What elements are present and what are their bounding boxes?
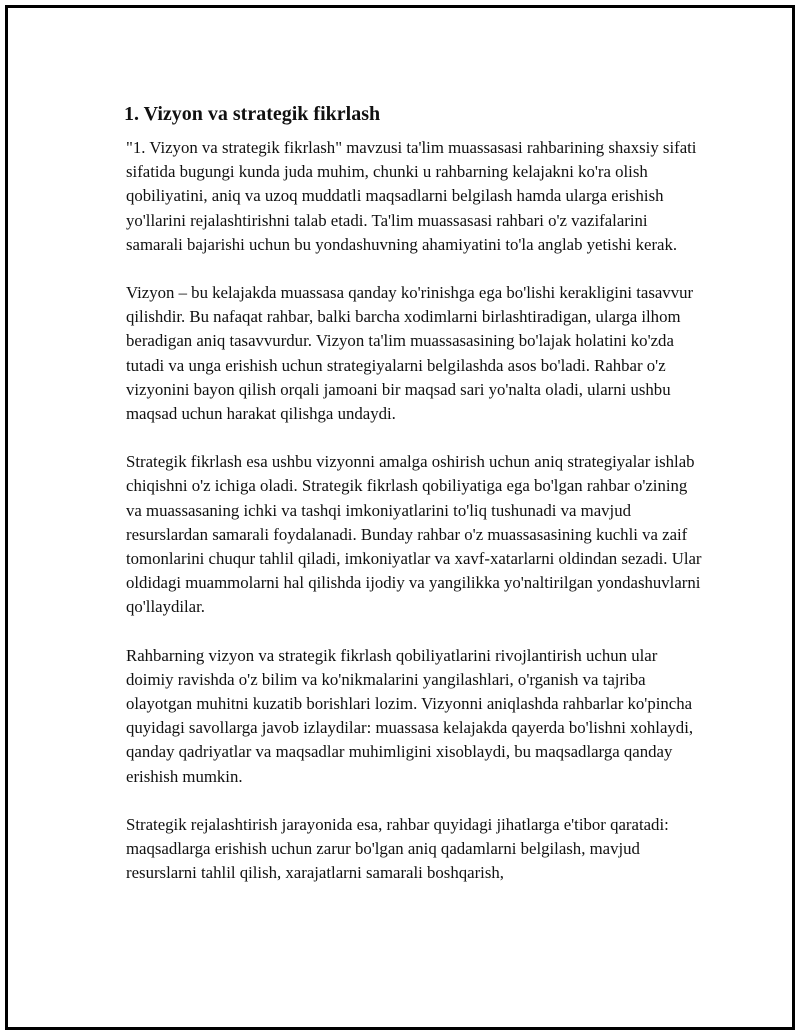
paragraph-2: Vizyon – bu kelajakda muassasa qanday ko'rinishga ega bo'lishi kerakligini tasavvur qilishdir. Bu nafaqat rahbar, balki barcha xodimlarni birlashtiradigan, ularga ilhom beradigan aniq tasavvurdur. Vizyon ta'lim muassasasining bo'lajak holatini ko'zda tutadi va unga erishish uchun strategiyalarni belgilashda asos bo'ladi. Rahbar o'z vizyonini bayon qilish orqali jamoani bir maqsad sari yo'nalta oladi, ularni ushbu maqsad uchun harakat qilishga undaydi. [126,283,694,424]
document-body [122,100,702,909]
paragraph-5: Strategik rejalashtirish jarayonida esa, rahbar quyidagi jihatlarga e'tibor qaratadi: maqsadlarga erishish uchun zarur bo'lgan aniq qadamlarni belgilash, mavjud resurslarni tahlil qilish, xarajatlarni samarali boshqarish, [126,814,669,883]
page-border [5,5,795,1030]
section-heading: 1. Vizyon va strategik fikrlash [124,103,381,125]
paragraph-1: "1. Vizyon va strategik fikrlash" mavzusi ta'lim muassasasi rahbarining shaxsiy sifati sifatida bugungi kunda juda muhim, chunki u rahbarning kelajakni ko'ra olish qobiliyatini, aniq va uzoq muddatli maqsadlarni belgilash hamda ularga erishish yo'llarini rejalashtirishni talab etadi. Ta'lim muassasasi rahbari o'z vazifalarini samarali bajarishi uchun bu yondashuvning ahamiyatini to'la anglab yetishi kerak. [126,138,697,254]
paragraph-4: Rahbarning vizyon va strategik fikrlash qobiliyatlarini rivojlantirish uchun ular doimiy ravishda o'z bilim va ko'nikmalarini yangilashlari, o'rganish va tajriba olayotgan muhitni kuzatib borishlari lozim. Vizyonni aniqlashda rahbarlar ko'pincha quyidagi savollarga javob izlaydilar: muassasa kelajakda qayerda bo'lishni xohlaydi, qanday qadriyatlar va maqsadlar muhimligini xisoblaydi, bu maqsadlarga qanday erishish mumkin. [126,645,694,786]
paragraph-3: Strategik fikrlash esa ushbu vizyonni amalga oshirish uchun aniq strategiyalar ishlab chiqishni o'z ichiga oladi. Strategik fikrlash qobiliyatiga ega bo'lgan rahbar o'zining va muassasaning ichki va tashqi imkoniyatlarini to'liq tushunadi va mavjud resurslardan samarali foydalanadi. Bunday rahbar o'z muassasasining kuchli va zaif tomonlarini chuqur tahlil qiladi, imkoniyatlar va xavf-xatarlarni oldindan sezadi. Ular oldidagi muammolarni hal qilishda ijodiy va yangilikka yo'naltirilgan yondashuvlarni qo'llaydilar. [126,452,702,617]
